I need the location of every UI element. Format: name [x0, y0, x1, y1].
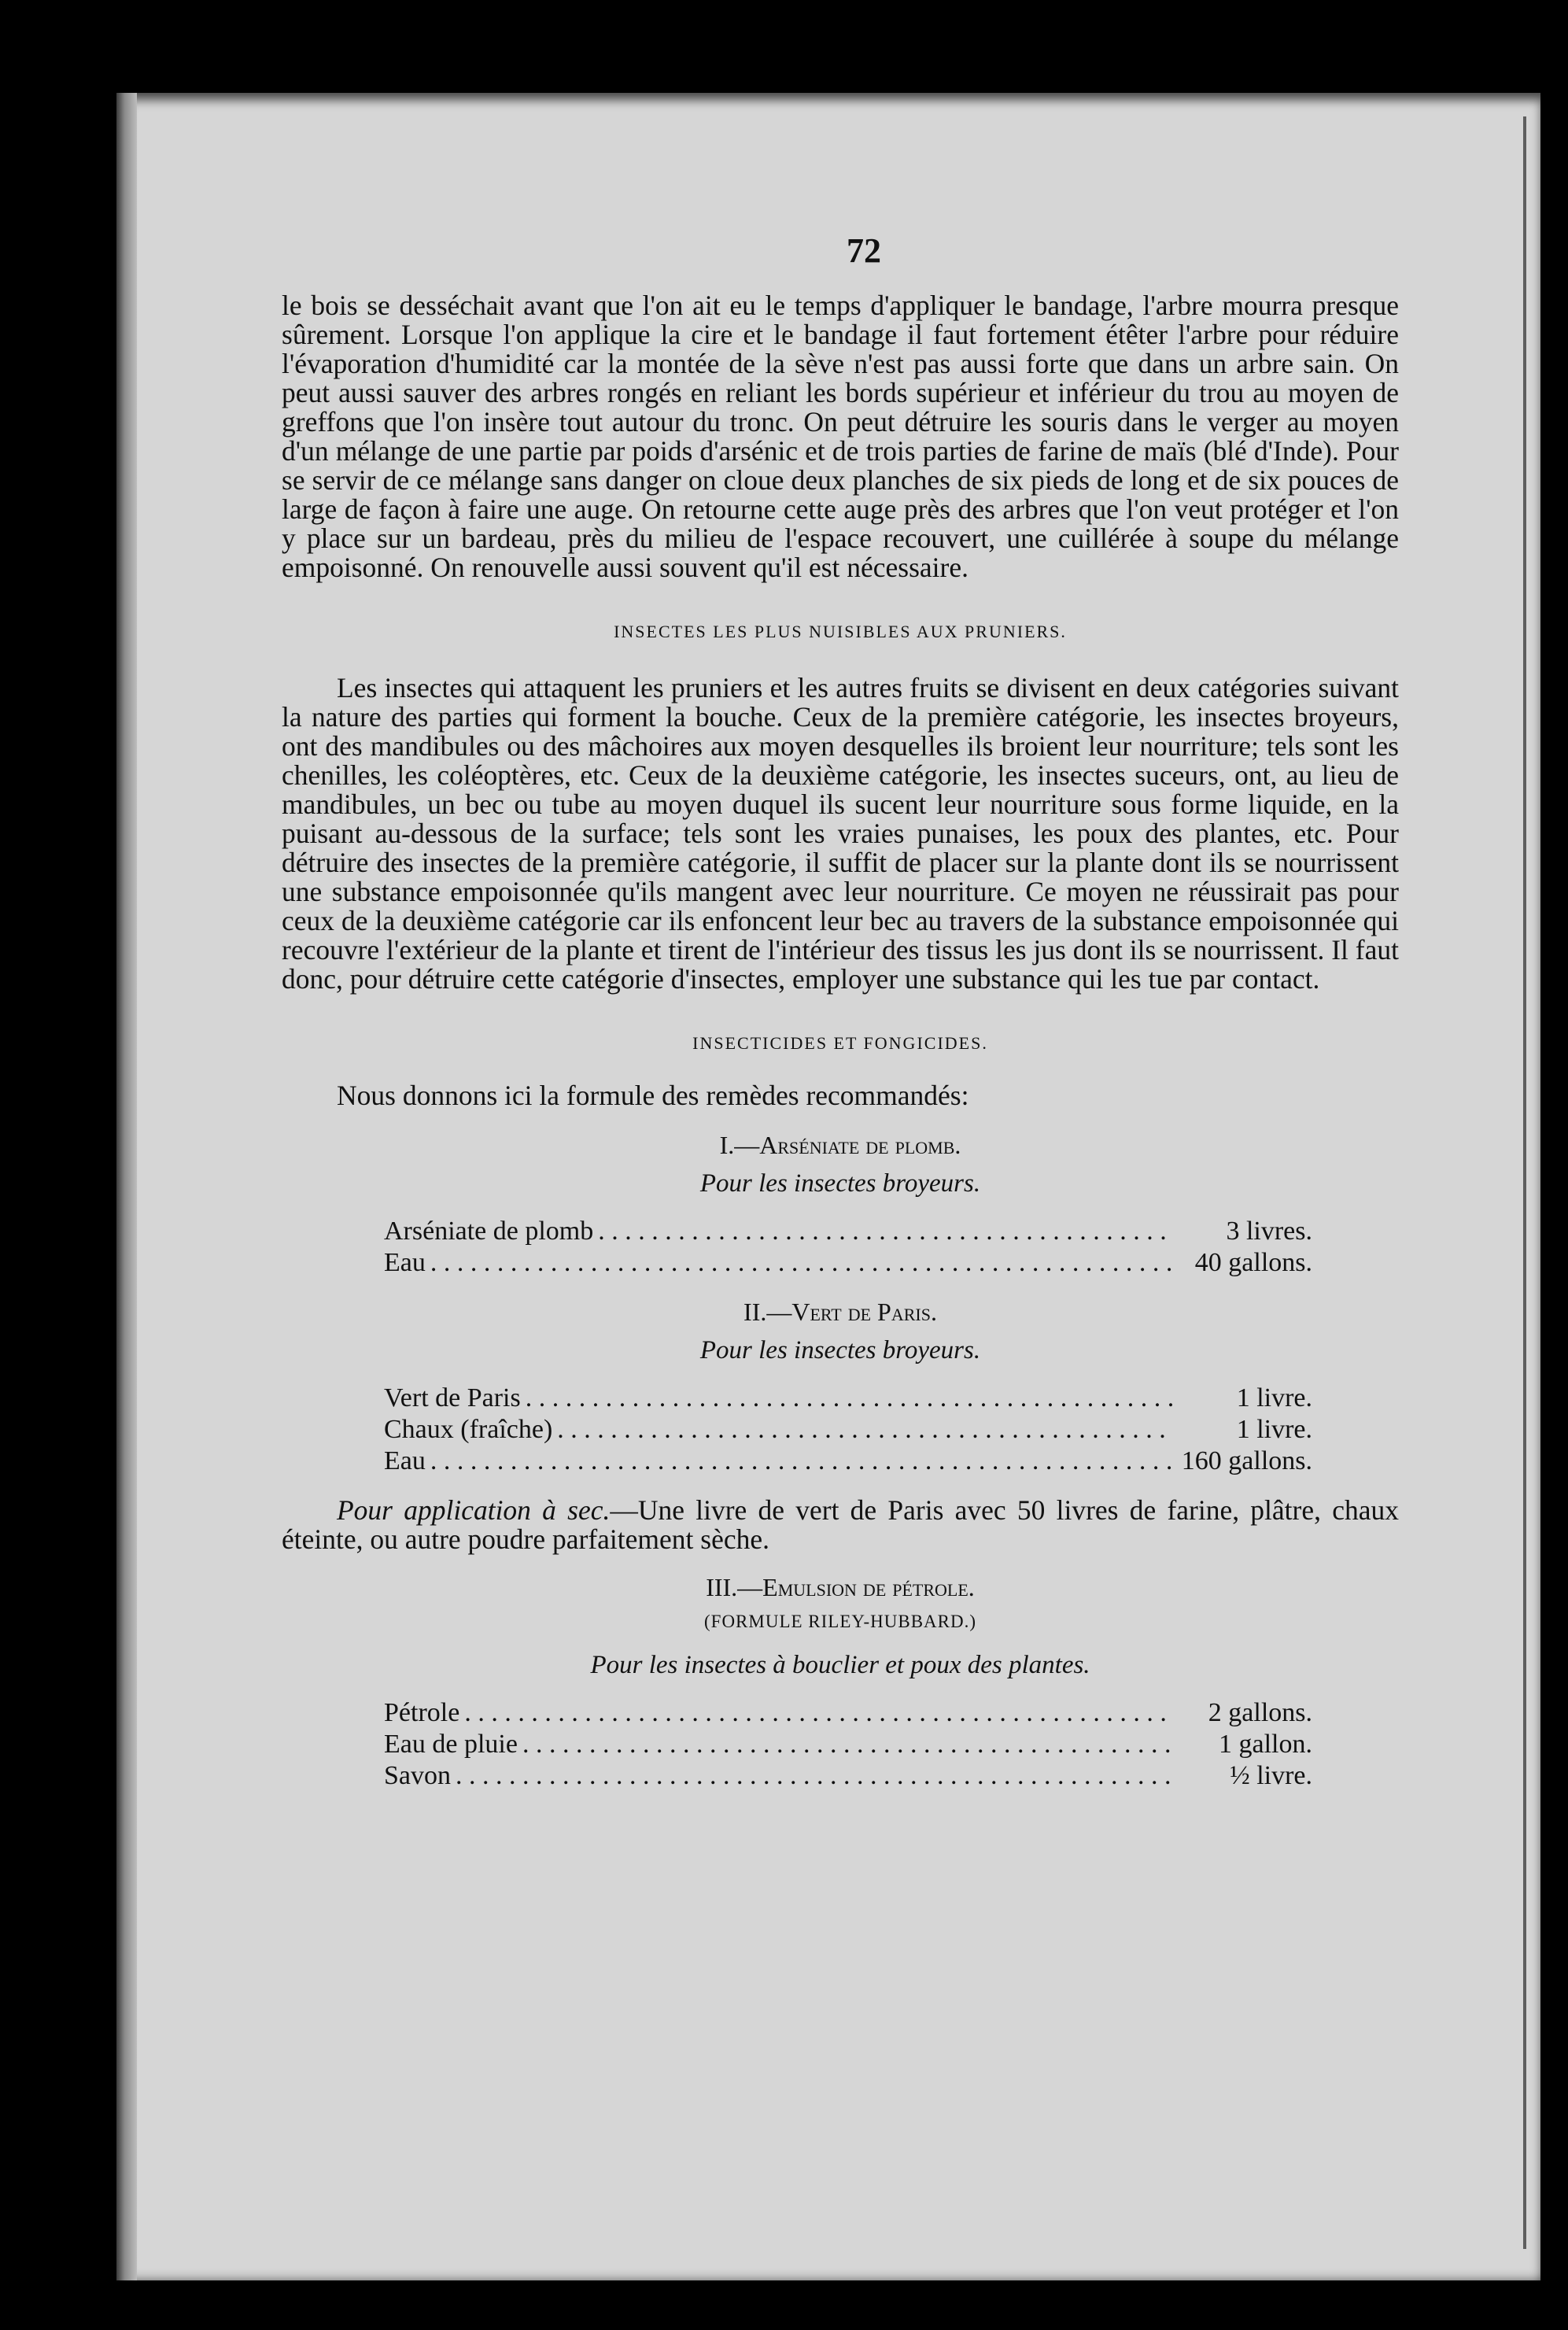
recipe-list — [384, 1383, 1312, 1477]
ingredient-qty: 1 livre. — [1236, 1383, 1312, 1412]
ingredient-qty: 3 livres. — [1226, 1217, 1312, 1246]
formula-use: Pour les insectes à bouclier et poux des plantes. — [590, 1651, 1090, 1679]
ingredient-qty: 1 gallon. — [1219, 1730, 1312, 1759]
ingredient-name: Vert de Paris — [384, 1383, 521, 1412]
page-number: 72 — [847, 231, 881, 270]
leader-dots — [522, 1729, 1174, 1760]
formula-subtitle: (FORMULE RILEY-HUBBARD.) — [704, 1612, 976, 1631]
formula-title: III.—Emulsion de pétrole. — [706, 1573, 975, 1601]
application-note — [282, 1496, 1399, 1554]
ingredient-name: Pétrole — [384, 1698, 460, 1727]
recipe-row — [384, 1760, 1312, 1792]
leader-dots — [464, 1697, 1174, 1729]
formula-title: I.—Arséniate de plomb. — [719, 1131, 961, 1159]
note-lead: Pour application à sec. — [337, 1494, 611, 1526]
ingredient-name: Chaux (fraîche) — [384, 1415, 553, 1444]
leader-dots — [430, 1247, 1174, 1279]
ingredient-name: Savon — [384, 1761, 451, 1790]
recipe-row — [384, 1697, 1312, 1729]
recipe-list — [384, 1697, 1312, 1792]
formula-title: II.—Vert de Paris. — [743, 1298, 937, 1326]
formula-use: Pour les insectes broyeurs. — [699, 1169, 981, 1198]
section-heading-insects: INSECTES LES PLUS NUISIBLES AUX PRUNIERS. — [614, 622, 1067, 641]
leader-dots — [526, 1383, 1174, 1414]
recipe-row — [384, 1383, 1312, 1414]
leader-dots — [430, 1446, 1174, 1477]
ingredient-qty: 1 livre. — [1236, 1415, 1312, 1444]
recipe-row — [384, 1729, 1312, 1760]
leader-dots — [557, 1414, 1174, 1446]
page-content — [282, 231, 1399, 1811]
recipe-row — [384, 1446, 1312, 1477]
recipe-row — [384, 1216, 1312, 1247]
paragraph-intro: le bois se desséchait avant que l'on ait eu le temps d'appliquer le bandage, l'arbre mourra presque sûrement. Lorsque l'on applique la cire et le bandage il faut fortement étêter l'arbre pour réduire l'évaporation d'humidité car la montée de la sève n'est pas aussi forte que dans un arbre sain. On peut aussi sauver des arbres rongés en reliant les bords supérieur et inférieur du trou au moyen de greffons que l'on insère tout autour du tronc. On peut détruire les souris dans le verger au moyen d'un mélange de une partie par poids d'arsénic et de trois parties de farine de maïs (blé d'Inde). Pour se servir de ce mélange sans danger on cloue deux planches de six pieds de long et de six pouces de large de façon à faire une auge. On retourne cette auge près des arbres que l'on veut protéger et l'on y place sur un bardeau, près du milieu de l'espace recouvert, une cuillérée à soupe du mélange empoisonné. On renouvelle aussi souvent qu'il est nécessaire. — [282, 290, 1399, 583]
leader-dots — [456, 1760, 1174, 1792]
formulas-intro: Nous donnons ici la formule des remèdes recommandés: — [337, 1080, 969, 1111]
ingredient-qty: 160 gallons. — [1181, 1446, 1312, 1475]
ingredient-name: Eau — [384, 1248, 426, 1277]
ingredient-qty: ½ livre. — [1230, 1761, 1312, 1790]
recipe-list — [384, 1216, 1312, 1279]
ingredient-qty: 40 gallons. — [1194, 1248, 1312, 1277]
leader-dots — [598, 1216, 1174, 1247]
ingredient-qty: 2 gallons. — [1208, 1698, 1312, 1727]
section-heading-insecticides: INSECTICIDES ET FONGICIDES. — [692, 1033, 988, 1053]
ingredient-name: Eau de pluie — [384, 1730, 518, 1759]
note-text: —Une livre de vert de Paris avec 50 livres de farine, plâtre, chaux éteinte, ou autre poudre parfaitement sèche. — [282, 1494, 1399, 1555]
ingredient-name: Eau — [384, 1446, 426, 1475]
ingredient-name: Arséniate de plomb — [384, 1217, 594, 1246]
paragraph-insects: Les insectes qui attaquent les pruniers et les autres fruits se divisent en deux catégories suivant la nature des parties qui forment la bouche. Ceux de la première catégorie, les insectes broyeurs, ont des mandibules ou des mâchoires aux moyen desquelles ils broient leur nourriture; tels sont les chenilles, les coléoptères, etc. Ceux de la deuxième catégorie, les insectes suceurs, ont, au lieu de mandibules, un bec ou tube au moyen duquel ils sucent leur nourriture sous forme liquide, en la puisant au-dessous de la surface; tels sont les vraies punaises, les poux des plantes, etc. Pour détruire des insectes de la première catégorie, il suffit de placer sur la plante dont ils se nourrissent une substance empoisonnée qu'ils mangent avec leur nourriture. Ce moyen ne réussirait pas pour ceux de la deuxième catégorie car ils enfoncent leur bec au travers de la substance empoisonnée qui recouvre l'extérieur de la plante et tirent de l'intérieur des tissus les jus dont ils se nourrissent. Il faut donc, pour détruire cette catégorie d'insectes, employer une substance qui les tue par contact. — [282, 672, 1399, 995]
scanned-page — [116, 93, 1540, 2280]
formula-use: Pour les insectes broyeurs. — [699, 1336, 981, 1364]
recipe-row — [384, 1414, 1312, 1446]
recipe-row — [384, 1247, 1312, 1279]
